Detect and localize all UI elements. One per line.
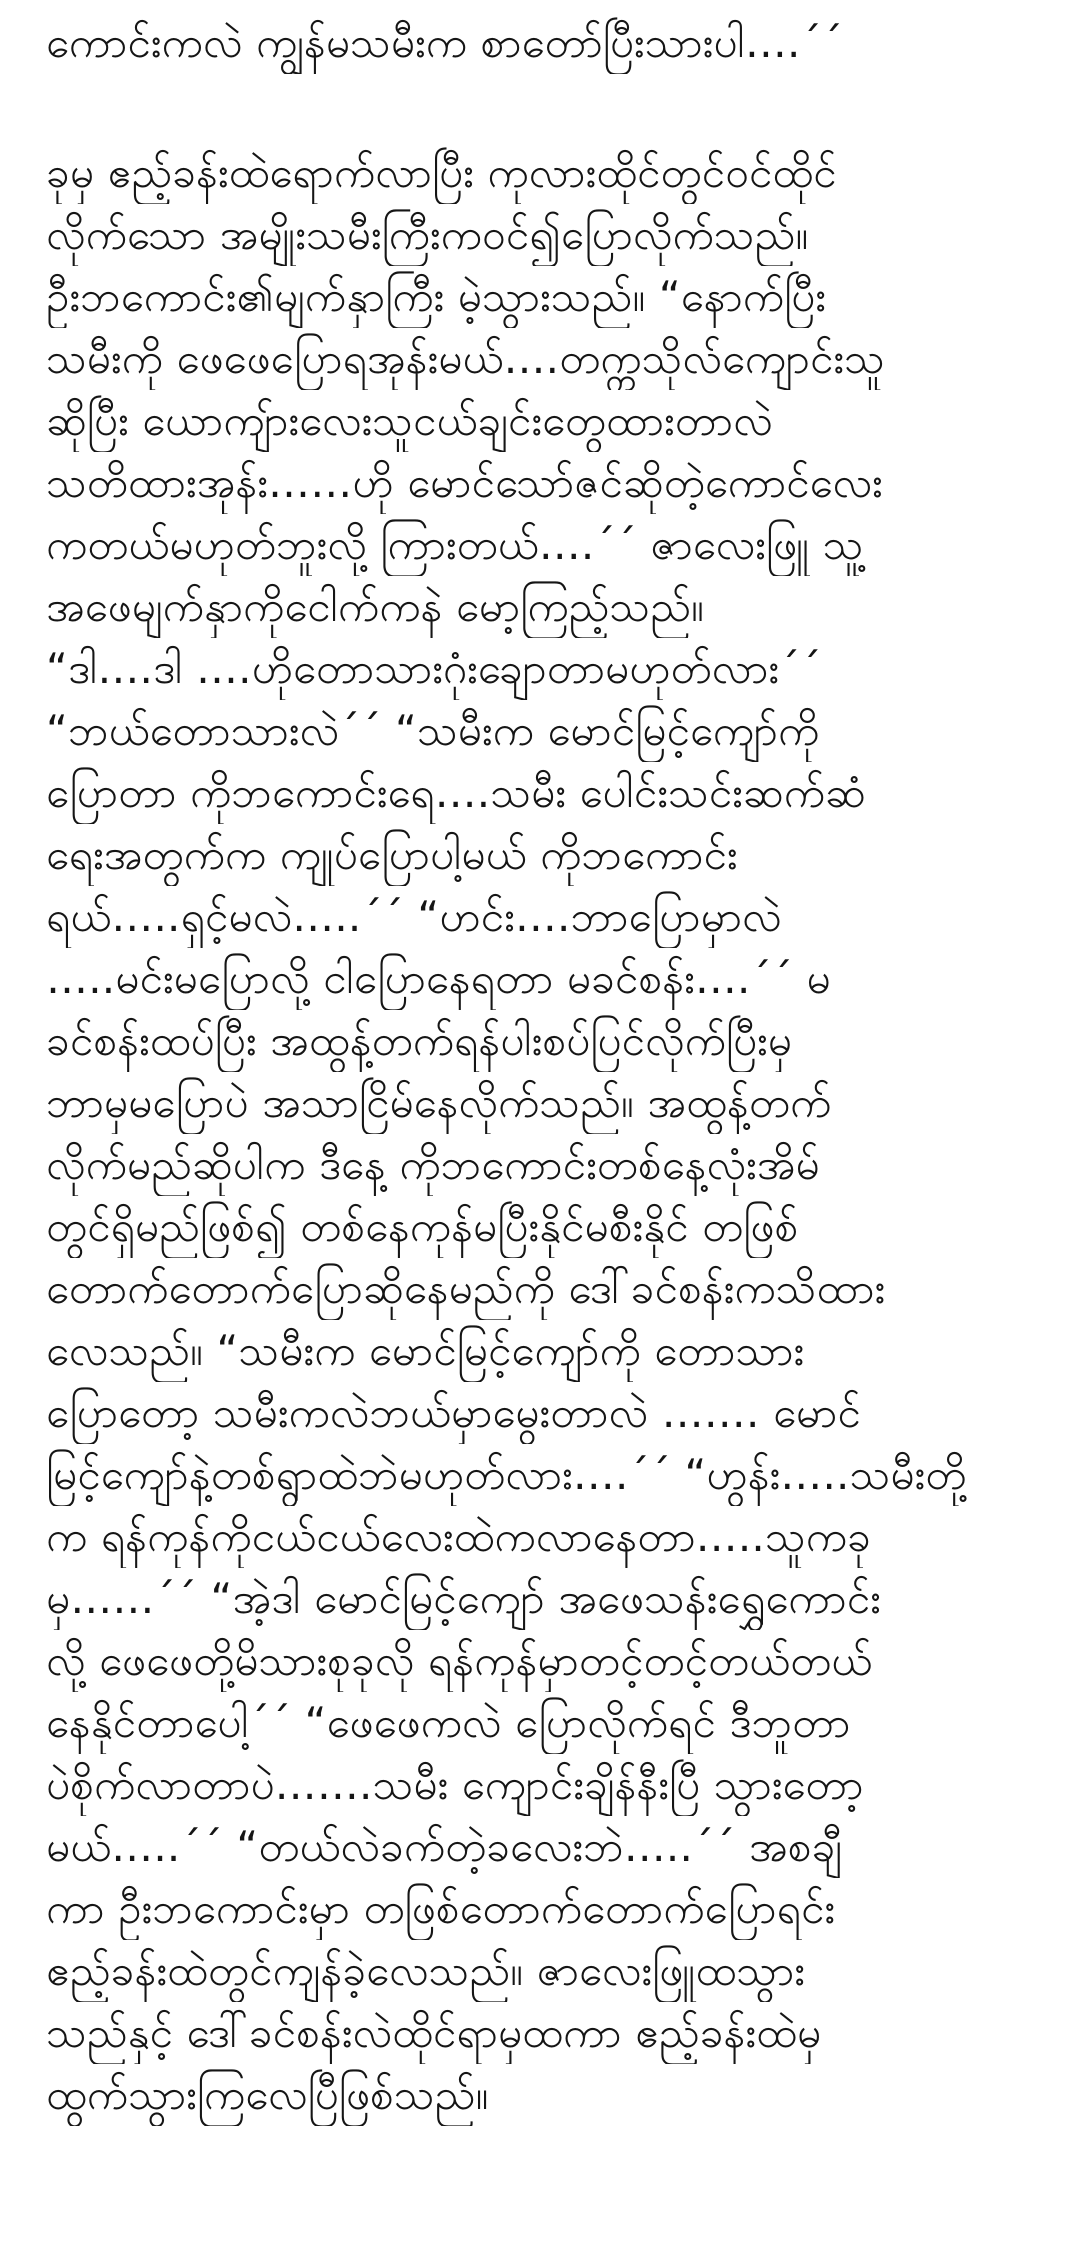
text-line: မယ်…..´´ “တယ်လဲခက်တဲ့ခလေးဘဲ…..´´ အစချီ: [46, 1822, 843, 1871]
text-line: “ဒါ….ဒါ ….ဟိုတောသားဂုံးချောတာမဟုတ်လား´´: [46, 644, 822, 693]
text-line: သတိထားအုန်း……ဟို မောင်သော်ဇင်ဆိုတဲ့ကောင်လေး: [46, 458, 883, 507]
text-line: လို့ ဖေဖေတို့မိသားစုခုလို ရန်ကုန်မှာတင့်တင့်တယ်တယ်: [46, 1636, 873, 1685]
text-line: ပဲစိုက်လာတာပဲ…….သမီး ကျောင်းချိန်နီးပြီ သွားတော့: [46, 1760, 864, 1809]
text-line: ကောင်းကလဲ ကျွန်မသမီးက စာတော်ပြီးသားပါ….´´: [46, 18, 843, 67]
text-line: လေသည်။ “သမီးက မောင်မြင့်ကျော်ကို တောသား: [46, 1326, 805, 1375]
text-line: သမီးကို ဖေဖေပြောရအုန်းမယ်….တက္ကသိုလ်ကျောင်းသူ: [46, 334, 885, 383]
text-line: တောက်တောက်ပြောဆိုနေမည်ကို ဒေါ်ခင်စန်းကသိထား: [46, 1264, 886, 1313]
text-line: ဆိုပြီး ယောကျ်ားလေးသူငယ်ချင်းတွေထားတာလဲ: [46, 396, 773, 445]
text-line: ပြောတာ ကိုဘကောင်းရေ….သမီး ပေါင်းသင်းဆက်ဆံ: [46, 768, 866, 817]
text-line: သည်နှင့် ဒေါ်ခင်စန်းလဲထိုင်ရာမှထကာ ဧည့်ခန်းထဲမှ: [46, 2008, 822, 2057]
text-line: အဖေမျက်နှာကိုငေါက်ကနဲ မော့ကြည့်သည်။: [46, 582, 704, 631]
text-line: မှ……´´ “အဲ့ဒါ မောင်မြင့်ကျော် အဖေသန်းရွှေကောင်း: [46, 1574, 881, 1623]
text-line: လိုက်မည်ဆိုပါက ဒီနေ့ ကိုဘကောင်းတစ်နေ့လုံးအိမ်: [46, 1140, 820, 1189]
text-line: ရယ်…..ရှင့်မလဲ…..´´ “ဟင်း….ဘာပြောမှာလဲ: [46, 892, 782, 941]
text-line: နေနိုင်တာပေါ့´´ “ဖေဖေကလဲ ပြောလိုက်ရင် ဒီဘူတာ: [46, 1698, 851, 1747]
text-line: ပြောတော့ သမီးကလဲဘယ်မှာမွေးတာလဲ ……. မောင်: [46, 1388, 861, 1437]
text-line: ထွက်သွားကြလေပြီဖြစ်သည်။: [46, 2070, 489, 2119]
text-line: မြင့်ကျော်နဲ့တစ်ရွာထဲဘဲမဟုတ်လား….´´ “ဟွန်း…..သမီးတို့: [46, 1450, 967, 1499]
text-line: …..မင်းမပြောလို့ ငါပြောနေရတာ မခင်စန်း….´´ မ: [46, 954, 831, 1003]
text-line: က ရန်ကုန်ကိုငယ်ငယ်လေးထဲကလာနေတာ…..သူကခု: [46, 1512, 871, 1561]
text-line: လိုက်သော အမျိုးသမီးကြီးကဝင်၍ပြောလိုက်သည်။: [46, 210, 809, 259]
text-line: ရေးအတွက်က ကျုပ်ပြောပါ့မယ် ကိုဘကောင်း: [46, 830, 738, 879]
text-line: ဘာမှမပြောပဲ အသာငြိမ်နေလိုက်သည်။ အထွန့်တက်: [46, 1078, 832, 1127]
text-line: ကာ ဦးဘကောင်းမှာ တဖြစ်တောက်တောက်ပြောရင်း: [46, 1884, 836, 1933]
text-line: ကတယ်မဟုတ်ဘူးလို့ ကြားတယ်….´´ ဇာလေးဖြူ သူ့: [46, 520, 864, 569]
text-line: ခင်စန်းထပ်ပြီး အထွန့်တက်ရန်ပါးစပ်ပြင်လိုက်ပြီးမှ: [46, 1016, 792, 1065]
text-line: “ဘယ်တောသားလဲ´´ “သမီးက မောင်မြင့်ကျော်ကို: [46, 706, 820, 755]
text-line: ခုမှ ဧည့်ခန်းထဲရောက်လာပြီး ကုလားထိုင်တွင်ဝင်ထိုင်: [46, 148, 837, 197]
text-line: ဧည့်ခန်းထဲတွင်ကျန်ခဲ့လေသည်။ ဇာလေးဖြူထသွား: [46, 1946, 805, 1995]
text-line: ဦးဘကောင်း၏မျက်နှာကြီး မဲ့သွားသည်။ “နောက်ပြီး: [46, 272, 826, 321]
text-line: တွင်ရှိမည်ဖြစ်၍ တစ်နေကုန်မပြီးနိုင်မစီးနိုင် တဖြစ်: [46, 1202, 799, 1251]
